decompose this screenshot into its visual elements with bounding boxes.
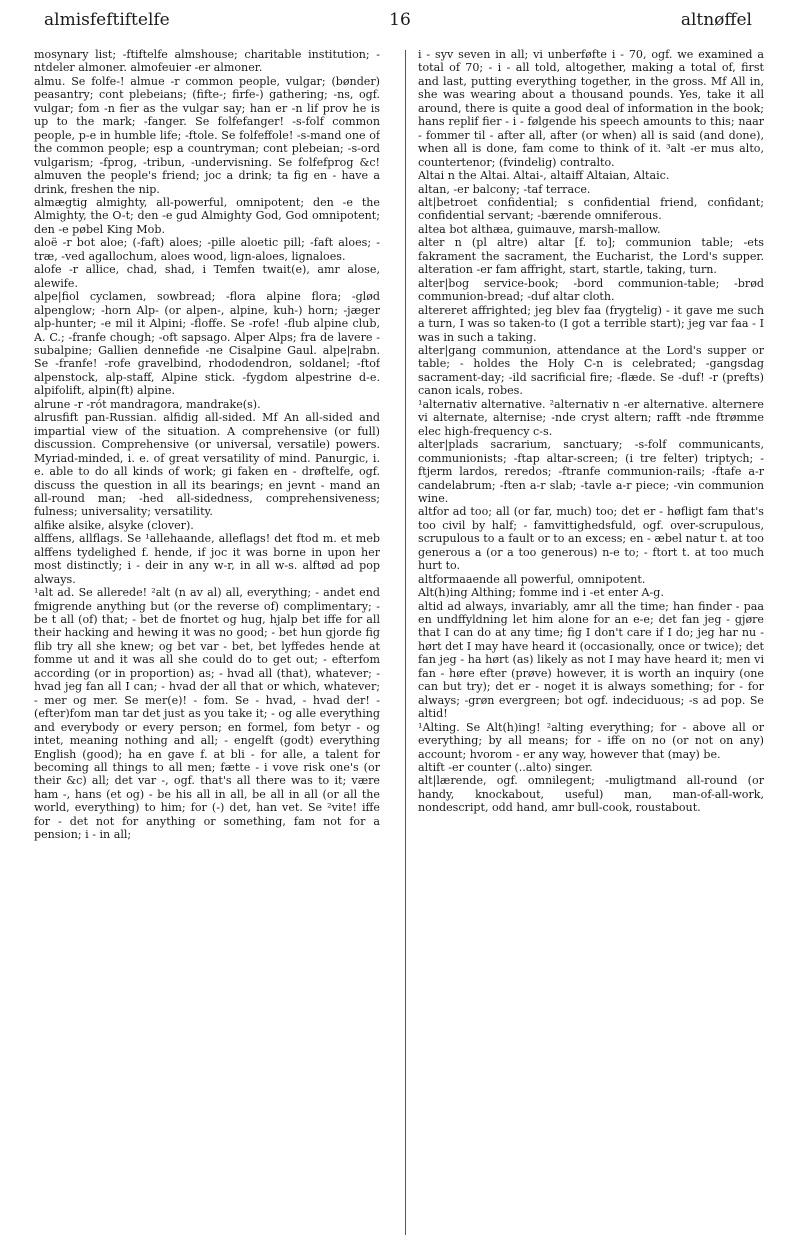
dictionary-entry: altea bot althæa, guimauve, marsh-mallow. [418, 222, 661, 236]
dictionary-entry: altformaaende all powerful, omnipotent. [418, 572, 646, 586]
dictionary-entry: Alt(h)ing Althing; fomme ind i -et enter A-g. [418, 586, 664, 600]
dictionary-entry: altift -er counter (..alto) singer. [418, 761, 593, 775]
left-column [34, 48, 380, 1238]
dictionary-entry: ¹alternativ alternative. ²alternativ n -er alternative. alternere vi alternate, alternise; -nde cryst altern; rafft -nde ftrømme elec high-frequency c-s. [418, 397, 764, 438]
right-column [418, 48, 764, 1238]
dictionary-entry: alffens, allflags. Se ¹allehaande, alleflags! det ftod m. et meb alffens tydelighed f. hende, if joc it was borne in upon her most distinctly; i - deir in any w-r, in all w-s. alftød ad pop always. [34, 532, 380, 586]
column-divider [405, 50, 406, 1235]
dictionary-entry: alter|bog service-book; -bord communion-table; -brød communion-bread; -duf altar cloth. [418, 276, 764, 304]
dictionary-entry: altid ad always, invariably, amr all the time; han finder - paa en undffyldning let him alone for an e-e; det fan jeg - gjøre that I can do at any time; fig I don't care if I do; jeg har nu - hørt det I may have heard it (occasionally, once or twice); det fan jeg - ha hørt (as) likely as not I may have heard it; men vi fan - høre efter (prøve) however, it is worth an inquiry (one can but try); det er - noget it is always something; for - for always; -grøn evergreen; bot ogf. indeciduous; -s ad pop. Se altid! [418, 599, 764, 721]
dictionary-entry: aloë -r bot aloe; (-faft) aloes; -pille aloetic pill; -faft aloes; -træ, -ved agallochum, aloes wood, lign-aloes, lignaloes. [34, 236, 380, 263]
running-head-right: altnøffel [680, 10, 752, 30]
dictionary-entry: alofe -r allice, chad, shad, i Temfen twait(e), amr alose, alewife. [34, 263, 380, 290]
dictionary-entry: alt|betroet confidential; s confidential friend, confidant; confidential servant; -bærende omniferous. [418, 195, 764, 223]
dictionary-entry: alter n (pl altre) altar [f. to]; communion table; -ets fakrament the sacrament, the Eucharist, the Lord's supper. alteration -er fam affright, start, startle, taking, turn. [418, 236, 764, 277]
dictionary-entry: alpe|fiol cyclamen, sowbread; -flora alpine flora; -glød alpenglow; -horn Alp- (or alpen-, alpine, kuh-) horn; -jæger alp-hunter; -e mil it Alpini; -floffe. Se -rofe! -flub alpine club, A. C.; -franfe chough; -oft sapsago. Alper Alps; fra de lavere - subalpine; Gallien dennefide -ne Cisalpine Gaul. alpe|rabn. Se -franfe! -rofe gravelbind, rhododendron, soldanel; -ftof alpenstock, alp-staff, Alpine stick. -fygdom alpestrine d-e. alpifolift, alpin(ft) alpine. [34, 290, 380, 398]
dictionary-entry: ¹alt ad. Se allerede! ²alt (n av al) all, everything; - andet end fmigrende anything but (or the reverse of) complimentary; - be t all (of) that; - bet de fnortet og hug, hjalp bet iffe for all their hacking and hewing it was no good; - bet hun gjorde fig flib try all she knew; og bet var - bet, bet lyffedes hende at fomme ut and it was all she could do to get out; - efterfom according (or in proportion) as; - hvad all (that), whatever; - hvad jeg fan all I can; - hvad der all that or which, whatever; - mer og mer. Se mer(e)! - fom. Se - hvad, - hvad der! - (efter)fom man tar det just as you take it; - og alle everything and everybody or every person; en formel, fom betyr - og intet, meaning nothing and all; - engelft (godt) everything English (good); ha en gave f. at bli - for alle, a talent for becoming all things to all men; fætte - i vove risk one's (or their &c) all; det var -, ogf. that's all there was to it; være ham -, hans (et og) - be his all in all, be all in all (or all the world, everything) to him; for (-) det, han vet. Se ²vite! iffe for - det not for anything or something, fam not for a pension; i - in all; [34, 586, 380, 842]
dictionary-entry: alfike alsike, alsyke (clover). [34, 518, 194, 532]
dictionary-entry: i - syv seven in all; vi unberføfte i - 70, ogf. we examined a total of 70; - i - all told, altogether, making a total of, first and last, putting everything together, in the gross. Mf All in, she was wearing about a thousand pounds. Yes, take it all around, there is quite a good deal of information in the book; hans replif fier - i - følgende his speech amounts to this; naar - fommer til - after all, after (or when) all is said (and done), when all is done, fam come to think of it. ³alt -er mus alto, countertenor; (fvindelig) contralto. [418, 48, 764, 169]
dictionary-entry: alt|lærende, ogf. omnilegent; -muligtmand all-round (or handy, knockabout, useful) man, man-of-all-work, nondescript, odd hand, amr bull-cook, roustabout. [418, 774, 764, 815]
dictionary-entry: Altai n the Altai. Altai-, altaiff Altaian, Altaic. [418, 169, 670, 183]
running-head-left: almisfeftiftelfe [44, 10, 170, 30]
dictionary-entry: almu. Se folfe-! almue -r common people, vulgar; (bønder) peasantry; cont plebeians; (fifte-; firfe-) gathering; -ns, ogf. vulgar; fom -n fier as the vulgar say; han er -n lif prov he is up to the mark; -fanger. Se folfefanger! -s-folf common people, p-e in humble life; -ftole. Se folfeffole! -s-mand one of the common people; esp a countryman; cont plebeian; -s-ord vulgarism; -fprog, -tribun, -undervisning. Se folfefprog &c! almuven the people's friend; joc a drink; ta fig en - have a drink, freshen the nip. [34, 74, 380, 196]
page-header [0, 0, 800, 40]
dictionary-entry: altan, -er balcony; -taf terrace. [418, 182, 591, 196]
dictionary-entry: mosynary list; -ftiftelfe almshouse; charitable institution; -ntdeler almoner. almofeuier -er almoner. [34, 48, 380, 75]
dictionary-entry: ¹Alting. Se Alt(h)ing! ²alting everything; for - above all or everything; by all means; for - iffe on no (or not on any) account; hvorom - er any way, however that (may) be. [418, 720, 764, 761]
dictionary-entry: alter|plads sacrarium, sanctuary; -s-folf communicants, communionists; -ftap altar-screen; (i tre felter) triptych; -ftjerm lardos, reredos; -ftranfe communion-rails; -ftafe a-r candelabrum; -ften a-r slab; -tavle a-r piece; -vin communion wine. [418, 438, 764, 505]
dictionary-entry: alter|gang communion, attendance at the Lord's supper or table; - holdes the Holy C-n is celebrated; -gangsdag sacrament-day; -ild sacrificial fire; -flæde. Se -duf! -r (prefts) canon icals, robes. [418, 343, 764, 398]
page-number: 16 [389, 10, 411, 30]
dictionary-entry: alrune -r -rót mandragora, mandrake(s). [34, 397, 261, 411]
dictionary-entry: alrusfift pan-Russian. alfidig all-sided. Mf An all-sided and impartial view of the situation. A comprehensive (or full) discussion. Comprehensive (or universal, versatile) powers. Myriad-minded, i. e. of great versatility of mind. Panurgic, i. e. able to do all kinds of work; gi faken en - drøftelfe, ogf. discuss the question in all its bearings; en jevnt - mand an all-round man; -hed all-sidedness, comprehensiveness; fulness; universality; versatility. [34, 411, 380, 519]
dictionary-entry: altereret affrighted; jeg blev faa (frygtelig) - it gave me such a turn, I was so taken-to (I got a terrible start); jeg var faa - I was in such a taking. [418, 303, 764, 344]
dictionary-entry: almægtig almighty, all-powerful, omnipotent; den -e the Almighty, the O-t; den -e gud Almighty God, God omnipotent; den -e pøbel King Mob. [34, 195, 380, 236]
dictionary-entry: altfor ad too; all (or far, much) too; det er - høfligt fam that's too civil by half; - famvittighedsfuld, ogf. over-scrupulous, scrupulous to a fault or to an excess; en - æbel natur t. at too generous a (or a too generous) n-e to; - ftort t. at too much hurt to. [418, 505, 764, 573]
